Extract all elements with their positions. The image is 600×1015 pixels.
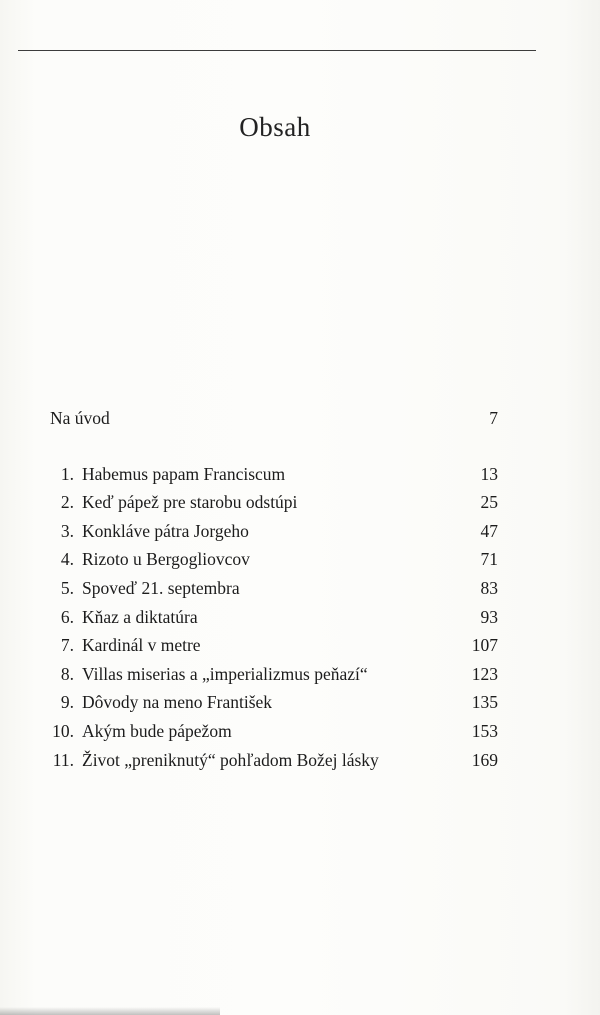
toc-entry-label: Habemus papam Franciscum [82,463,286,484]
toc-entry-number: 5. [60,577,74,598]
toc-entry-intro [50,404,498,433]
toc-entry-page: 107 [471,635,498,656]
toc-entry-number: 8. [60,663,74,684]
toc-entry-page: 123 [471,663,498,684]
toc-entry [50,717,498,746]
toc-entry-page: 83 [480,577,498,598]
toc-entry-label: Rizoto u Bergogliovcov [82,549,250,570]
toc-entry-number: 6. [60,606,74,627]
toc-entry [50,545,498,574]
toc-entry [50,517,498,546]
toc-entry-label: Spoveď 21. septembra [82,577,240,598]
toc-entry-label: Kardinál v metre [82,635,201,656]
toc-entry [50,574,498,603]
toc-entry-page: 71 [480,549,498,570]
toc-entry-label: Dôvody na meno František [82,692,273,713]
toc-entry [50,488,498,517]
toc-entry-label: Na úvod [50,408,110,428]
toc-entry-page: 47 [480,520,498,541]
toc-entry-page: 13 [480,463,498,484]
toc-entry-number: 9. [60,692,74,713]
toc-entry [50,460,498,489]
toc-entry-number: 1. [60,463,74,484]
toc-entry-page: 93 [480,606,498,627]
toc-entry-page: 7 [489,408,498,428]
toc-entry-label: Akým bude pápežom [82,720,232,741]
toc-entry-label: Keď pápež pre starobu odstúpi [82,492,298,513]
toc-entry-number: 7. [60,635,74,656]
toc-entry-label: Kňaz a diktatúra [82,606,198,627]
toc-entry-number: 4. [60,549,74,570]
toc-entry [50,660,498,689]
toc-entry-page: 169 [471,749,498,770]
top-rule [18,50,536,51]
toc-entry-page: 153 [471,720,498,741]
toc-entry-label: Konkláve pátra Jorgeho [82,520,249,541]
toc-entry-label: Život „preniknutý“ pohľadom Božej lásky [82,749,379,770]
page-title: Obsah [239,112,311,142]
toc-entry-number: 3. [60,520,74,541]
toc-entry [50,631,498,660]
toc-entry-page: 25 [480,492,498,513]
page-bottom-shadow [0,1007,220,1015]
toc-entry [50,603,498,632]
toc-entry-number: 11. [52,749,74,770]
toc-entry-label: Villas miserias a „imperializmus peňazí“ [82,663,368,684]
toc-entry-number: 10. [52,720,74,741]
toc-entry-page: 135 [471,692,498,713]
toc-entry [50,688,498,717]
toc-entry [50,746,498,775]
toc-entry-number: 2. [60,492,74,513]
table-of-contents [50,404,498,774]
